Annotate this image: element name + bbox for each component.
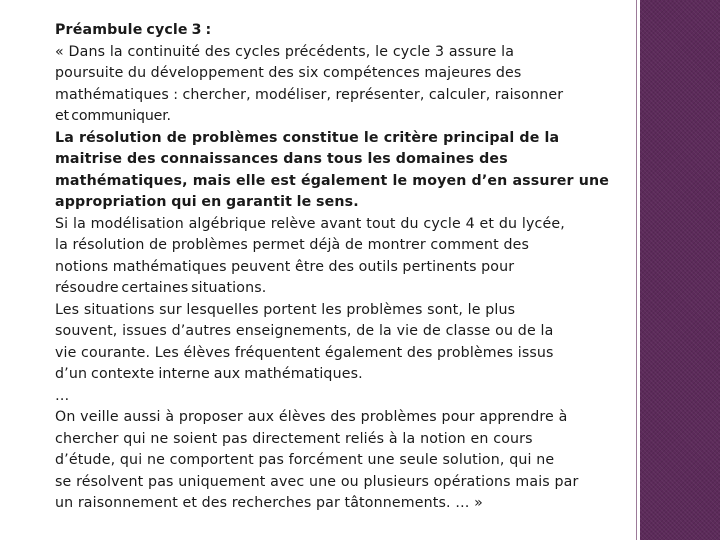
text-line: Si la modélisation algébrique relève avant tout du cycle 4 et du lycée, — [55, 215, 565, 232]
heading-preambule: Préambule cycle 3 : — [55, 22, 212, 38]
text-line: souvent, issues d’autres enseignements, de la vie de classe ou de la — [55, 323, 554, 339]
emphasis-line: mathématiques, mais elle est également le moyen d’en assurer une — [55, 172, 609, 189]
text-line: résoudre certaines situations. — [55, 280, 267, 296]
ellipsis-line: … — [55, 387, 65, 404]
text-line: « Dans la continuité des cycles précédents, le cycle 3 assure la — [55, 43, 515, 60]
document-text — [55, 20, 640, 515]
emphasis-line: La résolution de problèmes constitue le critère principal de la — [55, 129, 560, 146]
text-line: d’étude, qui ne comportent pas forcément une seule solution, qui ne — [55, 452, 555, 468]
text-line: la résolution de problèmes permet déjà de montrer comment des — [55, 237, 530, 253]
text-line: d’un contexte interne aux mathématiques. — [55, 366, 363, 382]
panel-divider — [636, 0, 637, 540]
text-line: vie courante. Les élèves fréquentent également des problèmes issus — [55, 344, 554, 361]
text-line: notions mathématiques peuvent être des outils pertinents pour — [55, 258, 515, 275]
text-line: se résolvent pas uniquement avec une ou plusieurs opérations mais par — [55, 473, 579, 490]
decorative-side-panel — [640, 0, 720, 540]
text-line: et communiquer. — [55, 108, 171, 124]
text-line: Les situations sur lesquelles portent les problèmes sont, le plus — [55, 301, 516, 318]
text-line: un raisonnement et des recherches par tâtonnements. … » — [55, 495, 483, 511]
text-line: mathématiques : chercher, modéliser, représenter, calculer, raisonner — [55, 86, 564, 103]
text-line: On veille aussi à proposer aux élèves des problèmes pour apprendre à — [55, 409, 568, 425]
text-line: chercher qui ne soient pas directement reliés à la notion en cours — [55, 430, 533, 447]
emphasis-line: appropriation qui en garantit le sens. — [55, 194, 359, 210]
text-line: poursuite du développement des six compétences majeures des — [55, 65, 522, 81]
emphasis-line: maitrise des connaissances dans tous les domaines des — [55, 151, 508, 167]
